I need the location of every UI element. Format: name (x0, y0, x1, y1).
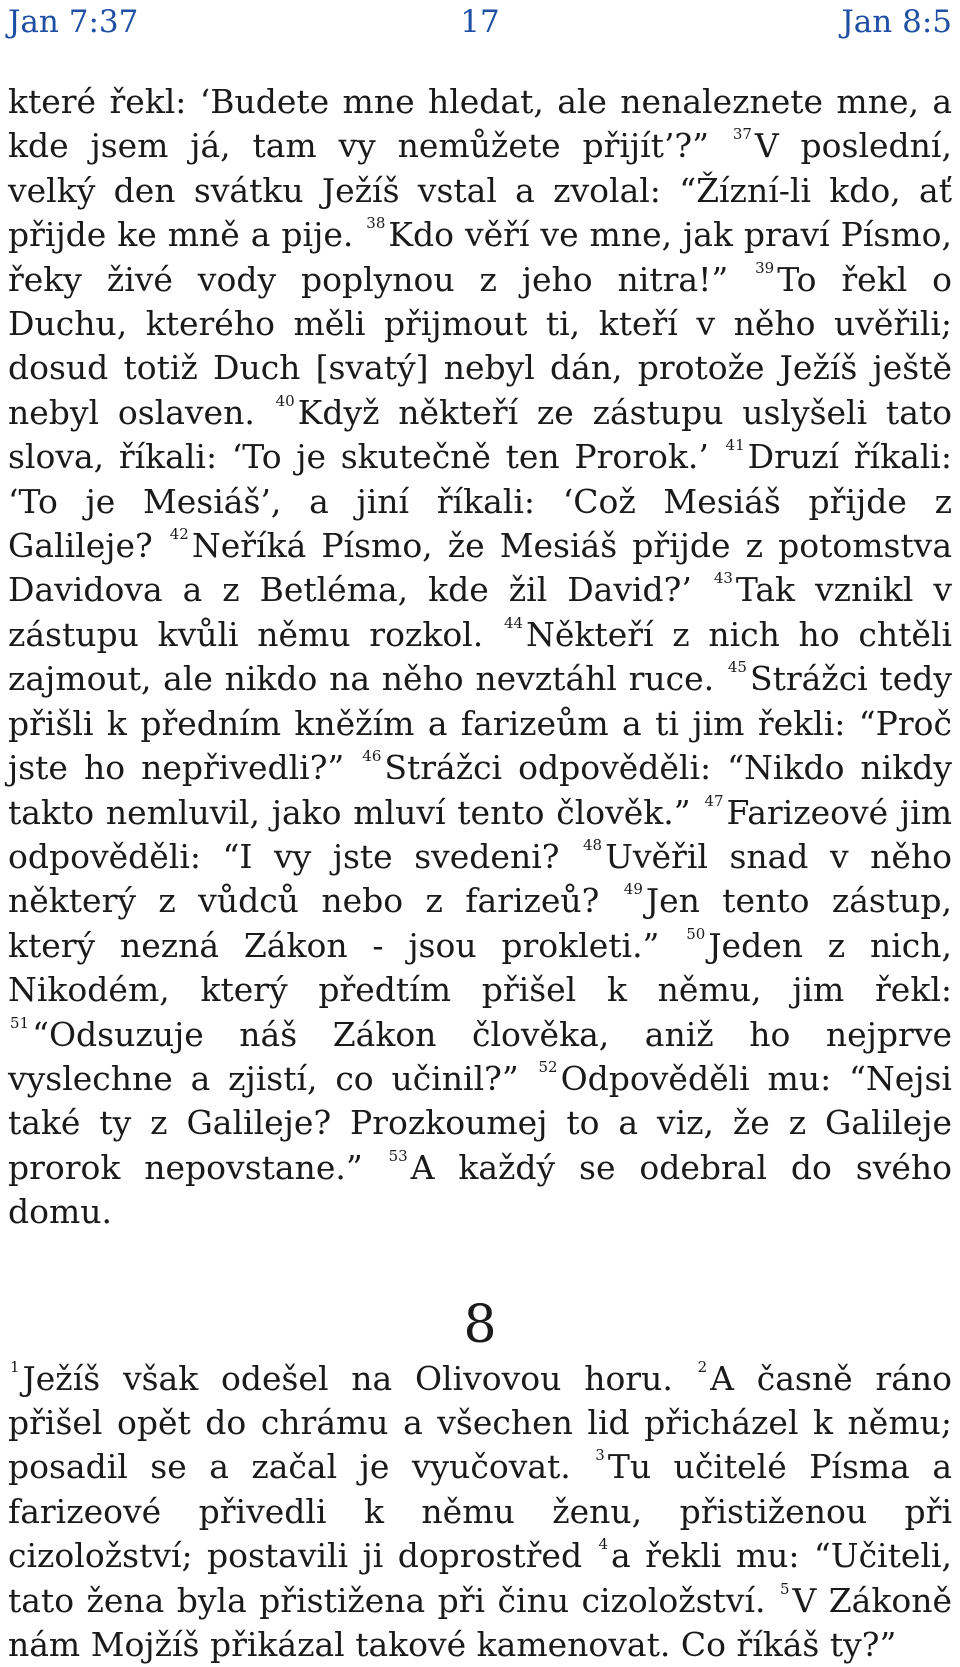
verse-number: 46 (362, 747, 382, 766)
verse-number: 43 (713, 569, 733, 588)
verse-text: Strážci odpověděli: “Nikdo nikdy takto nemluvil, jako mluví tento člověk.” (8, 748, 952, 832)
verse-number: 37 (732, 125, 752, 144)
verse-number: 1 (10, 1357, 20, 1376)
verse-number: 47 (704, 791, 724, 810)
verse-number: 38 (366, 214, 386, 233)
verse-text: Strážci tedy přišli k předním kněžím a farizeům a ti jim řekli: “Proč jste ho nepřivedli?” (8, 659, 952, 788)
verse-text: To řekl o Duchu, kterého měli přijmout ti, kteří v něho uvěřili; dosud totiž Duch [svatý] nebyl dán, protože Ježíš ještě nebyl oslaven. (8, 259, 952, 432)
verse-text: a řekli mu: “Učiteli, tato žena byla přistižena při činu cizoložství. (8, 1536, 952, 1620)
chapter-7-text (8, 80, 952, 1235)
verse-number: 45 (727, 658, 747, 677)
verse-number: 41 (725, 436, 745, 455)
verse-text: Tu učitelé Písma a farizeové přivedli k němu ženu, přistiženou při cizoložství; postavili ji doprostřed (8, 1447, 952, 1576)
verse-number: 52 (538, 1057, 558, 1076)
verse-number: 49 (623, 880, 643, 899)
verse-text: Druzí říkali: ‘To je Mesiáš’, a jiní říkali: ‘Což Mesiáš přijde z Galileje? (8, 437, 952, 566)
verse-number: 53 (388, 1146, 408, 1165)
verse-text: Tak vznikl v zástupu kvůli němu rozkol. (8, 570, 952, 654)
verse-number: 2 (697, 1357, 708, 1376)
verse-number: 42 (169, 525, 189, 544)
verse-number: 50 (686, 924, 706, 943)
page-header (8, 0, 952, 48)
verse-number: 48 (582, 835, 603, 854)
verse-number: 44 (503, 613, 524, 632)
verse-number: 40 (275, 391, 295, 410)
verse-text: A časně ráno přišel opět do chrámu a všechen lid přicházel k němu; posadil se a začal je vyučovat. (8, 1358, 952, 1487)
chapter-number: 8 (463, 1294, 497, 1355)
verse-number: 4 (598, 1535, 609, 1554)
verse-text: A každý se odebral do svého domu. (8, 1147, 952, 1232)
page-number: 17 (460, 4, 500, 40)
chapter-8-text (8, 1357, 952, 1667)
chapter-8-paragraph (8, 1357, 952, 1667)
verse-text: Ježíš však odešel na Olivovou horu. (22, 1358, 673, 1398)
verse-number: 5 (779, 1579, 790, 1598)
header-right-reference: Jan 8:5 (841, 4, 952, 40)
verse-text: Když někteří ze zástupu uslyšeli tato slova, říkali: ‘To je skutečně ten Prorok.’ (8, 392, 952, 477)
verse-text: Farizeové jim odpověděli: “I vy jste svedeni? (8, 792, 952, 876)
verse-number: 51 (10, 1013, 30, 1032)
verse-text: které řekl: ‘Budete mne hledat, ale nenaleznete mne, a kde jsem já, tam vy nemůžete přijít’?” (8, 82, 952, 166)
verse-text: V Zákoně nám Mojžíš přikázal takové kamenovat. Co říkáš ty?” (8, 1580, 952, 1664)
chapter-7-paragraph (8, 80, 952, 1235)
verse-number: 39 (755, 258, 775, 277)
verse-text: Odpověděli mu: “Nejsi také ty z Galileje? Prozkoumej to a viz, že z Galileje prorok nepovstane.” (8, 1058, 952, 1187)
verse-text: Jen tento zástup, který nezná Zákon - jsou prokleti.” (8, 881, 952, 965)
verse-number: 3 (595, 1446, 605, 1465)
verse-text: Jeden z nich, Nikodém, který předtím přišel k němu, jim řekl: (8, 925, 952, 1010)
verse-text: “Odsuzuje náš Zákon člověka, aniž ho nejprve vyslechne a zjistí, co učinil?” (8, 1014, 952, 1098)
verse-text: Někteří z nich ho chtěli zajmout, ale nikdo na něho nevztáhl ruce. (8, 614, 952, 699)
verse-text: Uvěřil snad v něho některý z vůdců nebo z farizeů? (8, 836, 952, 921)
header-left-reference: Jan 7:37 (8, 4, 139, 40)
verse-text: Neříká Písmo, že Mesiáš přijde z potomstva Davidova a z Betléma, kde žil David?’ (8, 526, 952, 610)
verse-text: Kdo věří ve mne, jak praví Písmo, řeky živé vody poplynou z jeho nitra!” (8, 215, 952, 299)
verse-text: V poslední, velký den svátku Ježíš vstal a zvolal: “Žízní-li kdo, ať přijde ke mně a pije. (8, 126, 952, 255)
